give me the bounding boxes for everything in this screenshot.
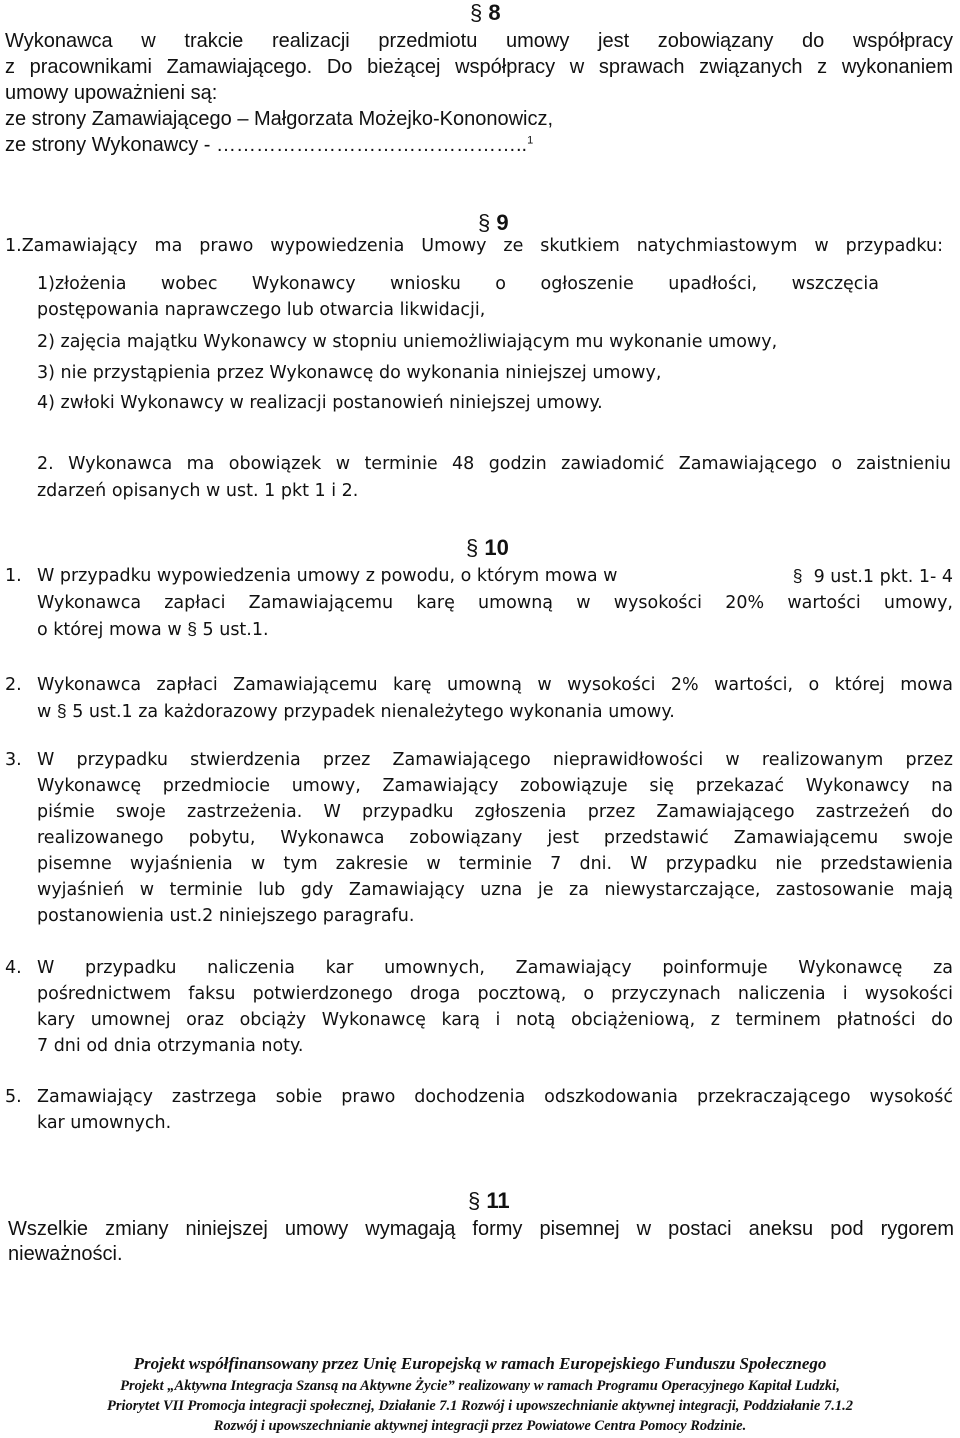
section-10-paragraph-3-line: wyjaśnień w terminie lub gdy Zamawiający uzna je za niewystarczające, zastosowanie mają [37,880,953,900]
footer-line-2: Projekt „Aktywna Integracja Szansą na Aktywne Życie” realizowany w ramach Programu Operacyjnego Kapitał Ludzki, [120,1378,840,1394]
section-10-paragraph-1-line-1 [37,566,953,587]
section-8-line-2: z pracownikami Zamawiającego. Do bieżącej współpracy w sprawach związanych z wykonaniem [5,56,953,78]
section-10-heading [466,535,509,561]
paragraph-number: 2. [5,675,22,695]
section-10-paragraph-3-line: pisemne wyjaśnienia w tym zakresie w terminie 7 dni. W przypadku nie przedstawienia [37,854,953,874]
section-symbol: § [478,210,491,235]
section-10-paragraph-2-line-2 [37,701,675,722]
section-10-paragraph-1-line-3 [37,619,269,640]
section-10-paragraph-3-line: postanowienia ust.2 niniejszego paragrafu. [37,906,415,926]
section-number: 8 [488,0,501,25]
text-fragment: 5 ust.1 za każdorazowy przypadek nienależytego wykonania umowy. [72,702,675,722]
text-fragment: w [37,702,52,722]
section-8-line-1: Wykonawca w trakcie realizacji przedmiotu umowy jest zobowiązany do współpracy [5,30,953,52]
section-number: 9 [496,210,509,235]
section-9-item-1-line-2: postępowania naprawczego lub otwarcia likwidacji, [37,300,486,320]
section-9-item-2: 2) zajęcia majątku Wykonawcy w stopniu uniemożliwiającym mu wykonanie umowy, [37,332,778,352]
text-fragment: 9 ust.1 pkt. 1- 4 [813,567,953,587]
text-fragment [793,566,953,587]
text-fragment: 5 ust.1. [202,620,269,640]
section-10-paragraph-4-line: W przypadku naliczenia kar umownych, Zamawiający poinformuje Wykonawcę za [37,958,953,978]
section-10-paragraph-4-line: 7 dni od dnia otrzymania noty. [37,1036,304,1056]
paragraph-number: 5. [5,1087,22,1107]
text-fragment: W przypadku wypowiedzenia umowy z powodu, o którym mowa w [37,566,618,586]
footer-line-1: Projekt współfinansowany przez Unię Europejską w ramach Europejskiego Funduszu Społecznego [133,1354,827,1373]
section-9-item-1-line-1: 1)złożenia wobec Wykonawcy wniosku o ogłoszenie upadłości, wszczęcia [37,274,879,294]
section-symbol: § [792,566,803,586]
section-11-line-2: nieważności. [8,1243,123,1265]
section-symbol: § [187,619,197,639]
paragraph-number: 3. [5,750,22,770]
section-9-paragraph-1: 1.Zamawiający ma prawo wypowiedzenia Umowy ze skutkiem natychmiastowym w przypadku: [5,236,943,256]
footer-line-4: Rozwój i upowszechnianie aktywnej integracji przez Powiatowe Centra Pomocy Rodzinie. [213,1418,747,1434]
footer-line-3: Priorytet VII Promocja integracji społecznej, Działanie 7.1 Rozwój i upowszechnianie aktywnej integracji, Poddziałanie 7.1.2 [107,1398,853,1414]
section-number: 10 [484,535,509,560]
section-8-heading [470,0,501,26]
section-10-paragraph-5-line: kar umownych. [37,1113,172,1133]
section-11-line-1: Wszelkie zmiany niniejszej umowy wymagają formy pisemnej w postaci aneksu pod rygorem [8,1218,954,1240]
section-10-paragraph-4-line: kary umownej oraz obciąży Wykonawcę karą i notą obciążeniową, z terminem płatności do [37,1010,953,1030]
text-fragment: o której mowa w [37,620,182,640]
section-8-line-4: ze strony Zamawiającego – Małgorzata Możejko-Kononowicz, [5,108,554,130]
section-9-item-4: 4) zwłoki Wykonawcy w realizacji postanowień niniejszej umowy. [37,393,603,413]
section-9-paragraph-2-line-2: zdarzeń opisanych w ust. 1 pkt 1 i 2. [37,481,359,501]
section-10-paragraph-2-line-1: Wykonawca zapłaci Zamawiającemu karę umowną w wysokości 2% wartości, o której mowa [37,675,953,695]
section-9-item-3: 3) nie przystąpienia przez Wykonawcę do wykonania niniejszej umowy, [37,363,662,383]
paragraph-number: 1. [5,566,22,586]
section-10-paragraph-3-line: W przypadku stwierdzenia przez Zamawiającego nieprawidłowości w realizowanym przez [37,750,953,770]
footnote-marker: 1 [527,134,534,147]
section-10-paragraph-3-line: piśmie swoje zastrzeżenia. W przypadku zgłoszenia przez Zamawiającego zastrzeżeń do [37,802,953,822]
section-10-paragraph-5-line: Zamawiający zastrzega sobie prawo dochodzenia odszkodowania przekraczającego wysokość [37,1087,953,1107]
section-10-paragraph-3-line: Wykonawcę przedmiocie umowy, Zamawiający zobowiązuje się przekazać Wykonawcy na [37,776,953,796]
section-symbol: § [466,535,479,560]
section-symbol: § [468,1188,481,1213]
contractor-representative: ze strony Wykonawcy - ……………………………………….. [5,134,528,156]
section-9-heading [478,210,509,236]
section-10-paragraph-1-line-2: Wykonawca zapłaci Zamawiającemu karę umowną w wysokości 20% wartości umowy, [37,593,953,613]
section-11-heading [468,1188,510,1214]
section-10-paragraph-3-line: realizowanego pobytu, Wykonawca zobowiązany jest przedstawić Zamawiającemu swoje [37,828,953,848]
section-symbol: § [470,0,483,25]
section-10-paragraph-4-line: pośrednictwem faksu potwierdzonego droga pocztową, o przyczynach naliczenia i wysokości [37,984,953,1004]
section-8-line-5 [5,134,533,157]
section-8-line-3: umowy upoważnieni są: [5,82,218,104]
section-symbol: § [56,701,67,721]
section-9-paragraph-2-line-1: 2. Wykonawca ma obowiązek w terminie 48 godzin zawiadomić Zamawiającego o zaistnieniu [37,454,951,474]
section-number: 11 [486,1188,510,1213]
paragraph-number: 4. [5,958,22,978]
